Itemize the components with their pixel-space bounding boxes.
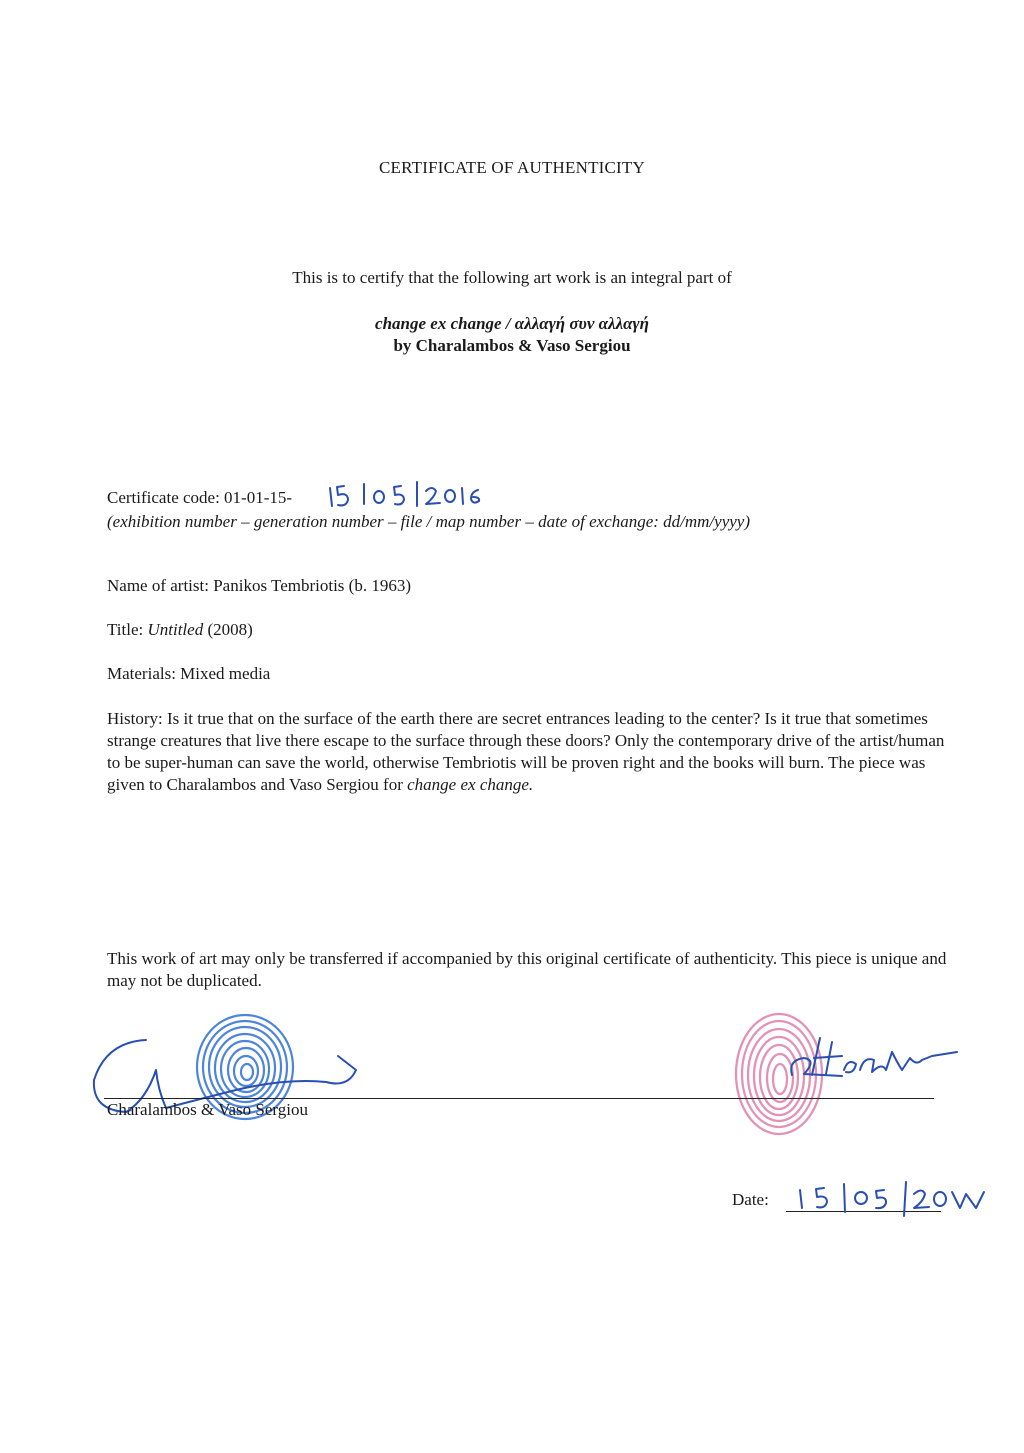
certificate-code-label: Certificate code: 01-01-15- <box>107 488 293 507</box>
work-title: Untitled <box>147 620 204 639</box>
transfer-note: This work of art may only be transferred if accompanied by this original certificate of authenticity. This piece is unique and may not be duplicated. <box>107 949 947 990</box>
history-text: History: Is it true that on the surface of the earth there are secret entrances leading to the center? Is it true that sometimes strange creatures that live there escape to the surface through these doors? Only the contemporary drive of the artist/human to be super-human can save the world, otherwise Tembriotis will be proven right and the books will burn. The piece was given to Charalambos and Vaso Sergiou for <box>107 709 945 794</box>
certificate-heading: CERTIFICATE OF AUTHENTICITY <box>379 158 645 177</box>
title-label: Title: <box>107 620 148 639</box>
project-byline: by Charalambos & Vaso Sergiou <box>393 336 631 355</box>
materials-line: Materials: Mixed media <box>107 664 271 683</box>
certificate-code <box>107 487 292 509</box>
intro-text: This is to certify that the following art work is an integral part of <box>292 268 732 287</box>
handwritten-code-date <box>322 478 512 512</box>
code-explanation: (exhibition number – generation number – file / map number – date of exchange: dd/mm/yyyy) <box>107 512 751 531</box>
signer-name: Charalambos & Vaso Sergiou <box>107 1100 308 1119</box>
date-label: Date: <box>732 1190 769 1209</box>
work-year: (2008) <box>203 620 253 639</box>
right-signature <box>782 1030 962 1085</box>
history-paragraph <box>107 708 957 796</box>
history-ending: change ex change. <box>407 775 534 794</box>
handwritten-date <box>788 1178 998 1220</box>
title-line <box>107 619 253 641</box>
artist-line: Name of artist: Panikos Tembriotis (b. 1963) <box>107 576 411 595</box>
project-title: change ex change / αλλαγή συν αλλαγή <box>375 314 649 333</box>
